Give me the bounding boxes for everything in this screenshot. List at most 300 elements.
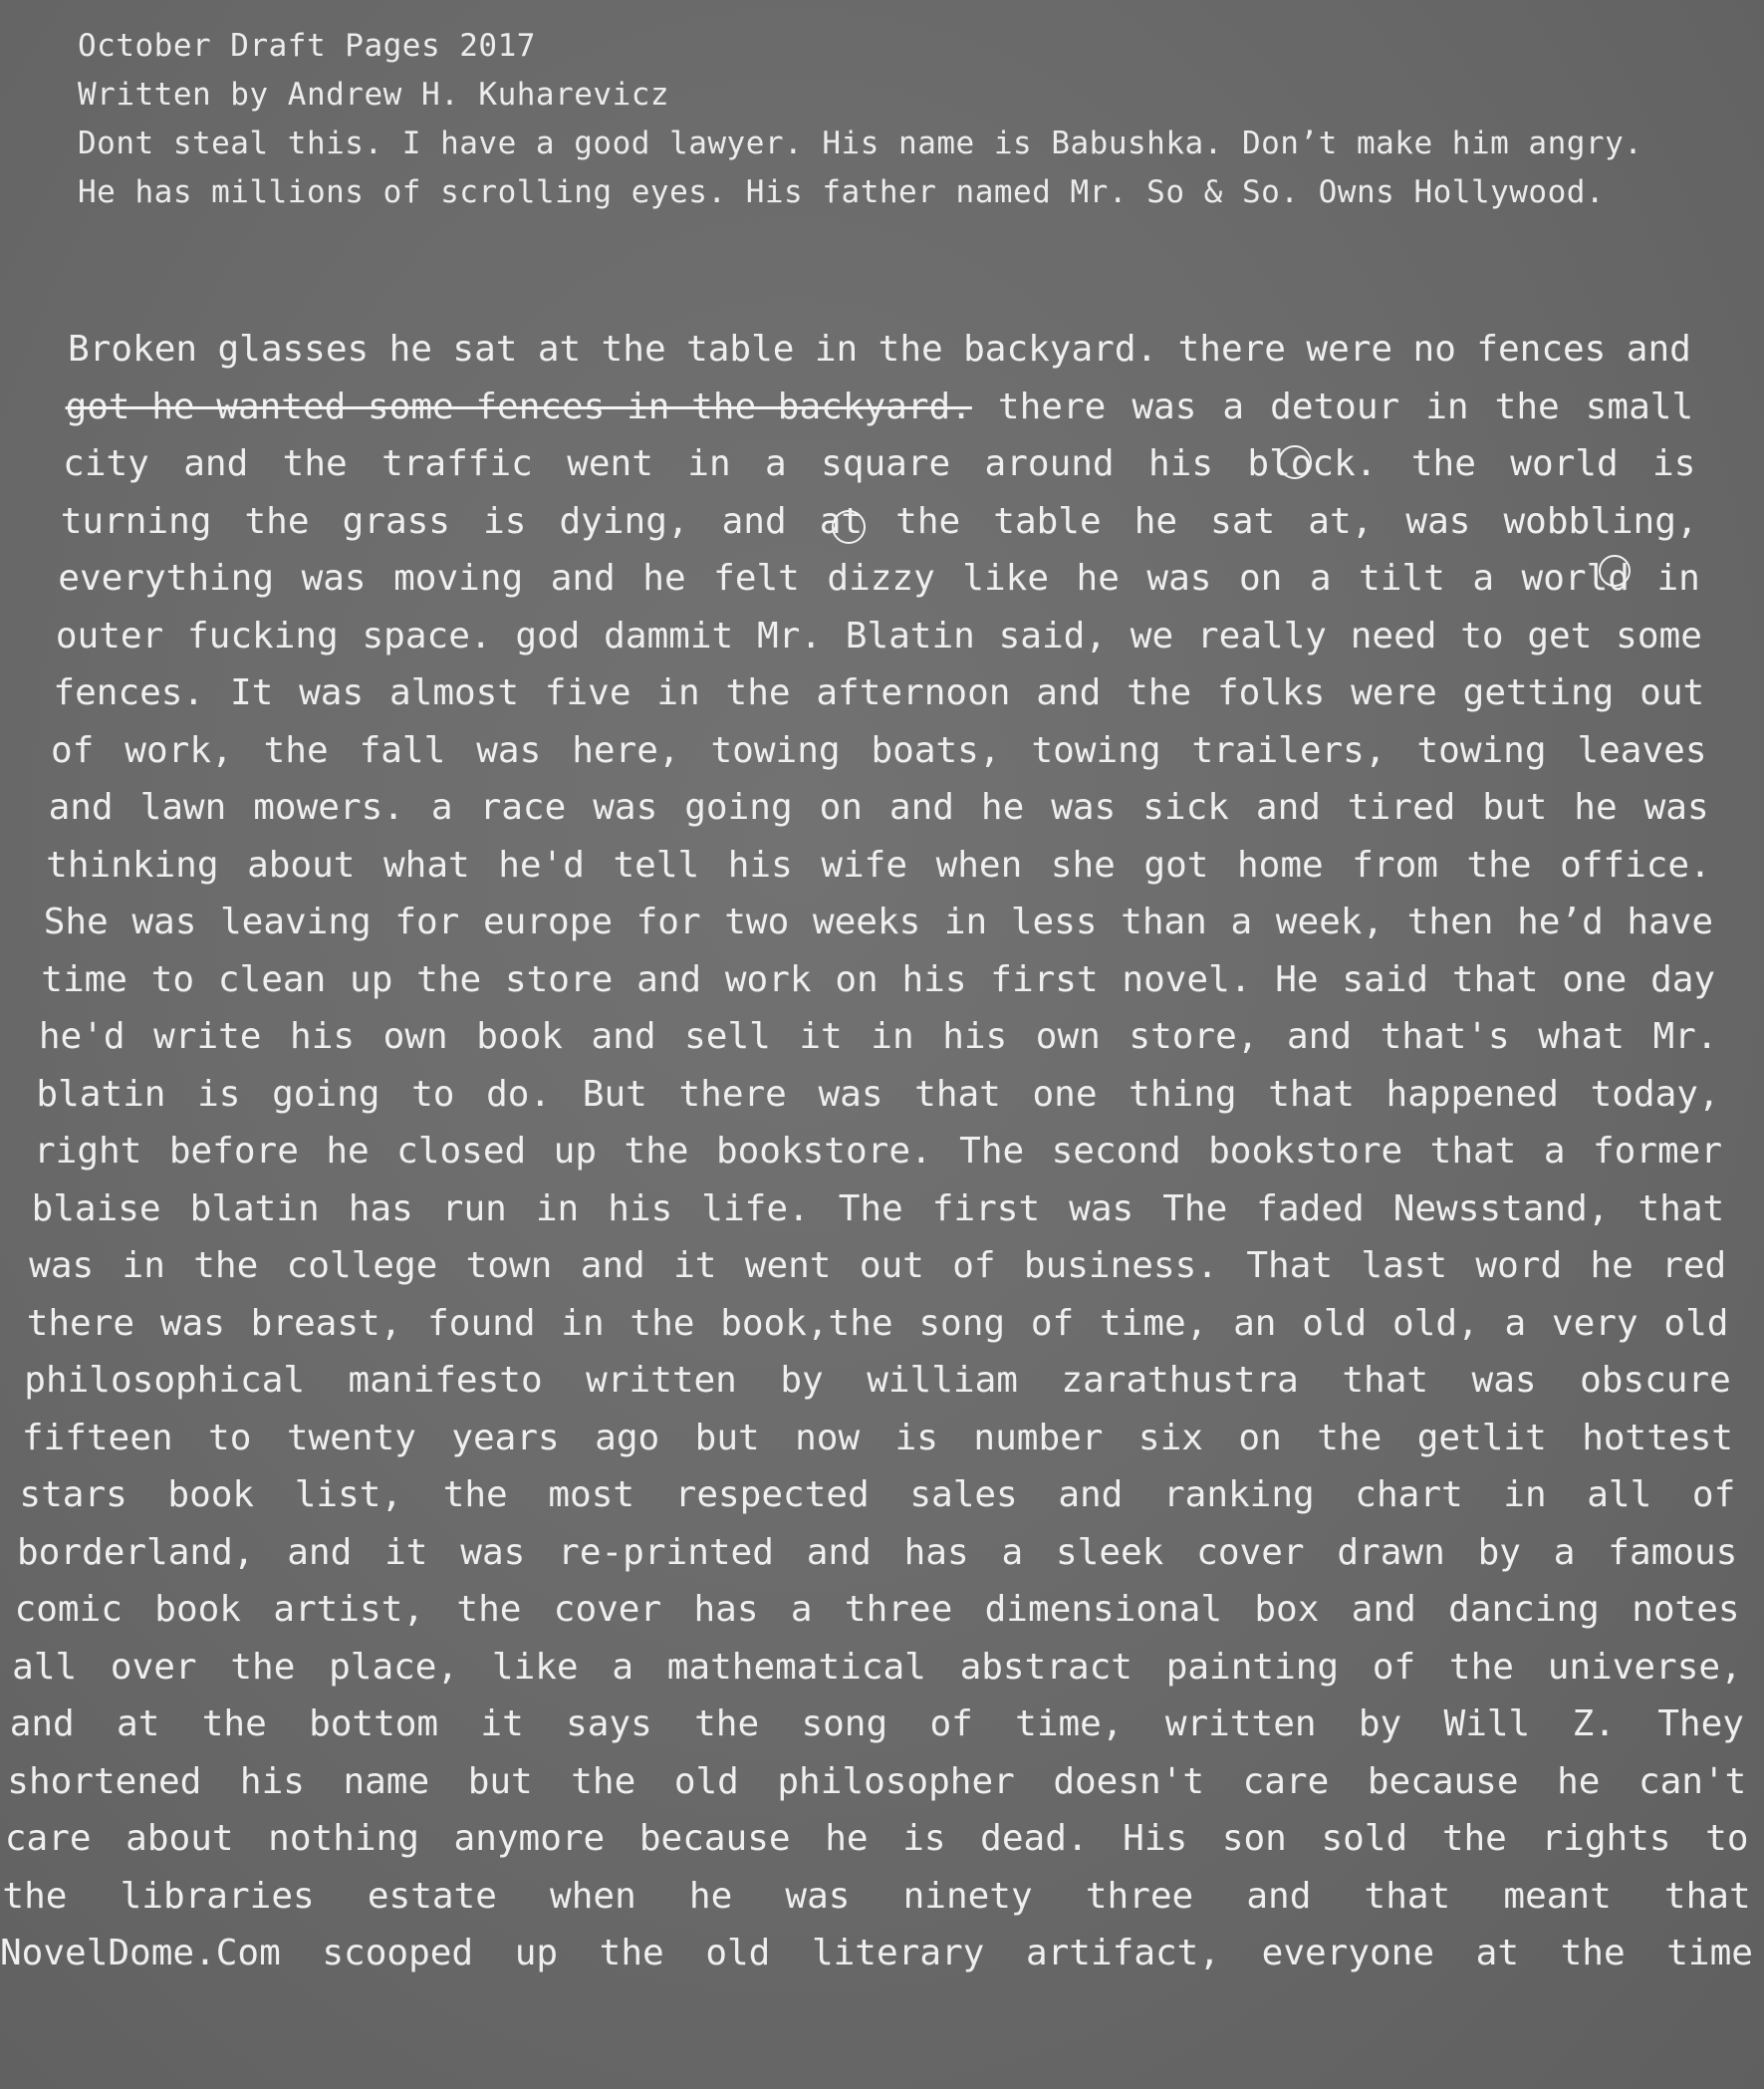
body-word: sell (684, 1016, 771, 1057)
body-word: Blatin (845, 615, 975, 656)
body-word: table (993, 500, 1102, 542)
body-word: Z. (1572, 1703, 1616, 1744)
body-word: that (1663, 1875, 1751, 1917)
body-word: the (282, 443, 348, 484)
body-word: the (244, 500, 310, 542)
body-word: former (1592, 1131, 1722, 1172)
body-word: turning (60, 500, 212, 542)
body-word: number (973, 1417, 1104, 1458)
body-line (53, 664, 1704, 722)
body-word: has (348, 1187, 413, 1229)
body-word: was (1405, 500, 1471, 542)
body-word: was (29, 1245, 95, 1286)
body-word: and (183, 443, 249, 484)
body-word: really (1196, 615, 1327, 656)
body-word: that (1451, 958, 1539, 1000)
body-word: all (1587, 1474, 1652, 1515)
body-word: was (593, 787, 658, 828)
body-word: the (263, 729, 329, 771)
body-word: the (630, 1302, 695, 1344)
body-word: in (656, 672, 700, 713)
body-line (17, 1524, 1738, 1582)
body-word: fences. (53, 672, 205, 713)
body-word: The (838, 1187, 903, 1229)
body-word: sat (452, 329, 518, 370)
body-word: he'd (498, 844, 585, 886)
body-word: at (537, 329, 582, 370)
body-word: is (894, 1417, 938, 1458)
body-word: scooped (322, 1933, 474, 1973)
body-line (0, 1925, 1753, 1982)
body-word: got (1143, 844, 1209, 886)
body-word: when (550, 1875, 636, 1917)
body-word: red (1661, 1245, 1727, 1286)
body-word: square (821, 443, 951, 484)
body-word: weeks (812, 902, 921, 942)
body-word: of (929, 1703, 973, 1744)
body-word: what (1538, 1016, 1625, 1057)
body-word: wobbling, (1503, 500, 1698, 542)
body-word: cover (553, 1589, 662, 1630)
body-word: bottom (309, 1703, 439, 1744)
body-word: by (780, 1360, 824, 1401)
body-word: today, (1590, 1073, 1720, 1115)
body-word: were (1351, 672, 1437, 713)
body-word: business. (1023, 1245, 1218, 1286)
body-word: she (1050, 844, 1116, 886)
body-word: estate (367, 1875, 497, 1917)
body-word: because (1367, 1760, 1519, 1802)
body-word: blaise (31, 1187, 161, 1229)
body-word: world (1510, 443, 1619, 484)
body-word: one (1562, 958, 1628, 1000)
body-word: that (1342, 1360, 1429, 1401)
body-word: going (272, 1073, 380, 1115)
body-word: notes (1632, 1589, 1740, 1630)
body-word: libraries (120, 1875, 315, 1917)
body-word: time, (1015, 1703, 1124, 1744)
body-word: Newsstand, (1392, 1187, 1610, 1229)
body-word: from (1352, 844, 1438, 886)
body-word: and (1351, 1589, 1416, 1630)
body-word: the (725, 672, 791, 713)
body-word: a (1543, 1131, 1566, 1172)
body-word: zarathustra (1061, 1360, 1299, 1401)
body-word: nothing (268, 1818, 419, 1859)
body-word: son (1221, 1818, 1287, 1859)
body-word: moving (393, 558, 524, 599)
body-word: outer (55, 615, 164, 656)
body-word: ninety (902, 1875, 1033, 1917)
body-word: in (871, 1016, 914, 1057)
body-word: They (1657, 1703, 1744, 1744)
body-word: it (480, 1703, 524, 1744)
body-word: because (638, 1818, 791, 1859)
body-word: college (286, 1245, 438, 1286)
body-word: stars (19, 1474, 127, 1515)
body-word: race (479, 787, 567, 828)
body-word: space. (362, 615, 492, 656)
body-word: song (918, 1302, 1006, 1344)
body-word: wife (821, 844, 908, 886)
body-word: second (1051, 1131, 1181, 1172)
body-word: the (571, 1760, 636, 1802)
body-line (24, 1352, 1731, 1410)
body-word: was (1643, 787, 1709, 828)
body-word: old (1302, 1302, 1368, 1344)
body-word: blatin (36, 1073, 166, 1115)
body-word: was (818, 1073, 883, 1115)
body-line (51, 722, 1707, 780)
body-word: Mr. (1652, 1016, 1718, 1057)
body-word: can't (1638, 1760, 1747, 1802)
body-word: and (1255, 787, 1321, 828)
body-word: closed (396, 1131, 527, 1172)
body-word: doesn't (1053, 1760, 1205, 1802)
body-word: there (997, 386, 1107, 427)
body-word: care (1242, 1760, 1330, 1802)
body-word: for (635, 902, 701, 942)
body-word: the (456, 1589, 522, 1630)
body-line (66, 379, 1694, 436)
body-word: very (1551, 1302, 1638, 1344)
body-word: like (491, 1646, 579, 1688)
body-word: the (601, 329, 666, 370)
body-word: his (901, 958, 967, 1000)
body-line (27, 1295, 1729, 1353)
body-word: and (806, 1531, 872, 1573)
body-word: felt (713, 558, 800, 599)
body-line (15, 1581, 1740, 1639)
body-word: store, (1129, 1016, 1259, 1057)
body-word: is (483, 500, 527, 542)
body-word: time (41, 958, 127, 1000)
body-word: time, (1099, 1302, 1208, 1344)
body-word: re-printed (558, 1531, 774, 1573)
body-word: is (197, 1073, 241, 1115)
body-word: own (382, 1016, 448, 1057)
body-line (34, 1123, 1722, 1180)
body-word: bookstore. (715, 1131, 932, 1172)
body-word: blatin (189, 1187, 320, 1229)
body-word: He (1275, 958, 1319, 1000)
body-word: book (154, 1589, 241, 1630)
body-word: of (1691, 1474, 1736, 1515)
body-word: five (544, 672, 631, 713)
body-word: fucking (187, 615, 339, 656)
body-word: novel. (1122, 958, 1252, 1000)
body-word: his (942, 1016, 1008, 1057)
body-word: life. (701, 1187, 810, 1229)
body-word: anymore (453, 1818, 606, 1859)
body-word: towing (1416, 729, 1547, 771)
body-word: here, (572, 729, 680, 771)
body-line (22, 1410, 1733, 1467)
body-line (41, 951, 1715, 1009)
body-word: in (814, 329, 859, 370)
body-word: dimensional (984, 1589, 1223, 1630)
body-word: leaving (219, 902, 372, 942)
body-word: about (126, 1818, 234, 1859)
body-word: first (990, 958, 1099, 1000)
body-word: god (515, 615, 581, 656)
body-word: old, (1392, 1302, 1479, 1344)
body-word: he (1076, 558, 1120, 599)
body-word: fall (359, 729, 446, 771)
body-word: was (785, 1875, 851, 1917)
body-word: That (1246, 1245, 1334, 1286)
body-word: was (301, 558, 367, 599)
body-word: fifteen (21, 1417, 173, 1458)
body-word: town (465, 1245, 553, 1286)
body-word: a (612, 1646, 634, 1688)
body-word: obscure (1580, 1360, 1731, 1401)
body-word: six (1137, 1417, 1203, 1458)
body-word: book,the (720, 1302, 893, 1344)
body-word: what (383, 844, 470, 886)
body-line (56, 608, 1702, 665)
body-word: in (943, 902, 988, 942)
body-word: Will (1443, 1703, 1531, 1744)
body-word: and (1287, 1016, 1353, 1057)
body-line (32, 1180, 1725, 1238)
body-line (46, 837, 1711, 895)
body-word: in (1503, 1474, 1547, 1515)
body-word: getting (1462, 672, 1615, 713)
body-word: all (12, 1646, 78, 1688)
body-word: famous (1608, 1531, 1738, 1573)
body-word: philosopher (777, 1760, 1015, 1802)
body-word: the (442, 1474, 508, 1515)
body-word: the (1410, 443, 1476, 484)
body-line (68, 321, 1691, 379)
body-word: in (1656, 558, 1700, 599)
body-word: afternoon (816, 672, 1011, 713)
body-word: the (624, 1131, 689, 1172)
body-word: the (1317, 1417, 1383, 1458)
body-word: of (952, 1245, 996, 1286)
body-word: found (427, 1302, 536, 1344)
body-word: a (1553, 1531, 1576, 1573)
body-word: the (1560, 1933, 1626, 1973)
body-word: and (48, 787, 114, 828)
body-word: he’d (1517, 902, 1604, 942)
body-word: last (1361, 1245, 1448, 1286)
body-word: twenty (286, 1417, 416, 1458)
body-word: store (504, 958, 614, 1000)
body-word: rights (1541, 1818, 1671, 1859)
body-word: book (167, 1474, 255, 1515)
body-word: about (247, 844, 356, 886)
body-word: and (591, 1016, 656, 1057)
body-word: the (1466, 844, 1532, 886)
body-word: went (744, 1245, 832, 1286)
body-word: home (1236, 844, 1324, 886)
body-word: of (51, 729, 95, 771)
body-word: thinking (46, 844, 219, 886)
body-word: that's (1380, 1016, 1510, 1057)
body-word: a (765, 443, 787, 484)
body-word: the (1494, 386, 1560, 427)
body-word: went (567, 443, 653, 484)
body-word: right (34, 1131, 142, 1172)
body-word: NovelDome.Com (0, 1933, 281, 1973)
body-word: sold (1321, 1818, 1408, 1859)
body-word: chart (1355, 1474, 1463, 1515)
body-word: that (1429, 1131, 1517, 1172)
body-word: get (1527, 615, 1593, 656)
body-line (36, 1066, 1719, 1124)
body-word: was (1146, 558, 1212, 599)
body-word: and (1626, 329, 1691, 370)
body-word: and (550, 558, 616, 599)
body-word: box (1254, 1589, 1320, 1630)
body-word: he (1590, 1245, 1634, 1286)
body-line (5, 1810, 1749, 1868)
body-line (44, 894, 1713, 951)
body-word: lawn (139, 787, 227, 828)
body-word: block. (1247, 443, 1378, 484)
body-line (29, 1237, 1726, 1295)
body-word: at (819, 500, 864, 542)
body-word: the (1127, 672, 1192, 713)
body-word: tell (613, 844, 700, 886)
body-word: around (984, 443, 1115, 484)
body-word: towing (1031, 729, 1161, 771)
body-word: grass (342, 500, 450, 542)
body-word: the (1441, 1818, 1507, 1859)
body-word: was (476, 729, 542, 771)
body-word: fences (1476, 329, 1607, 370)
body-word: for (394, 902, 460, 942)
body-word: everyone (1261, 1933, 1435, 1973)
body-word: written (586, 1360, 737, 1401)
body-word: It (229, 672, 274, 713)
body-word: clean (217, 958, 327, 1000)
body-word: was (1132, 386, 1197, 427)
body-word: we (1130, 615, 1174, 656)
body-word: sleek (1055, 1531, 1164, 1573)
body-word: two (724, 902, 790, 942)
body-word: old (673, 1760, 739, 1802)
header-note-1: Dont steal this. I have a good lawyer. His name is Babushka. Don’t make him angry. (78, 126, 1643, 161)
body-word: written (1164, 1703, 1317, 1744)
body-word: work, (125, 729, 233, 771)
body-word: was (460, 1531, 526, 1573)
body-word: and (580, 1245, 645, 1286)
body-word: everything (58, 558, 275, 599)
body-word: towing (710, 729, 841, 771)
header-note-2: He has millions of scrolling eyes. His father named Mr. So & So. Owns Hollywood. (78, 174, 1606, 210)
body-word: up (514, 1933, 559, 1973)
body-word: shortened (7, 1760, 202, 1802)
body-word: the (895, 500, 961, 542)
body-word: dead. (980, 1818, 1089, 1859)
body-line (58, 550, 1700, 608)
body-word: is (902, 1818, 946, 1859)
body-word: up (553, 1131, 597, 1172)
body-word: bookstore (1208, 1131, 1403, 1172)
body-word: traffic (381, 443, 533, 484)
body-word: manifesto (348, 1360, 543, 1401)
body-word: out (1639, 672, 1705, 713)
body-word: now (795, 1417, 861, 1458)
body-word: philosophical (24, 1360, 306, 1401)
header-author: Written by Andrew H. Kuharevicz (78, 77, 670, 113)
body-word: small (1585, 386, 1694, 427)
body-word: there (1177, 329, 1286, 370)
body-word: is (1652, 443, 1696, 484)
body-word: mathematical (666, 1646, 926, 1688)
body-word: at (117, 1703, 160, 1744)
body-word: there (26, 1302, 135, 1344)
body-line (7, 1753, 1746, 1811)
body-word: but (467, 1760, 533, 1802)
body-word: tired (1347, 787, 1456, 828)
body-word: first (931, 1187, 1041, 1229)
body-word: he (688, 1875, 733, 1917)
body-word: meant (1503, 1875, 1612, 1917)
body-word: than (1121, 902, 1207, 942)
body-word: sales (909, 1474, 1018, 1515)
body-word: to (1705, 1818, 1749, 1859)
body-word: that (1364, 1875, 1451, 1917)
body-word: three (1085, 1875, 1194, 1917)
body-word: at, (1308, 500, 1374, 542)
body-word: faded (1256, 1187, 1365, 1229)
body-word: that (914, 1073, 1001, 1115)
body-word: But (582, 1073, 647, 1115)
body-word: tilt (1359, 558, 1445, 599)
body-word: city (63, 443, 149, 484)
body-word: ago (595, 1417, 660, 1458)
body-word: a (430, 787, 453, 828)
body-word: by (1477, 1531, 1521, 1573)
body-word: he (388, 329, 432, 370)
body-word: write (153, 1016, 262, 1057)
body-word: literary (811, 1933, 985, 1973)
body-word: mowers. (253, 787, 404, 828)
body-line (2, 1868, 1750, 1926)
body-word: on (819, 787, 863, 828)
body-word: The (959, 1131, 1025, 1172)
body-word: thing (1129, 1073, 1237, 1115)
body-word: william (867, 1360, 1018, 1401)
body-word: out (859, 1245, 924, 1286)
body-word: but (694, 1417, 760, 1458)
body-word: day (1650, 958, 1716, 1000)
body-word: Mr. (756, 615, 822, 656)
body-word: then (1406, 902, 1494, 942)
body-word: in (687, 443, 731, 484)
body-word: the (1448, 1646, 1514, 1688)
body-line (12, 1639, 1742, 1697)
body-word: Broken (68, 329, 198, 370)
body-word: by (1358, 1703, 1402, 1744)
body-word: a (1472, 558, 1495, 599)
body-word: dying, (559, 500, 689, 542)
body-line (39, 1008, 1718, 1066)
typewritten-body (0, 321, 1764, 1982)
body-word: a (1309, 558, 1332, 599)
body-word: a (790, 1589, 813, 1630)
body-word: on (1238, 1417, 1282, 1458)
body-word: he'd (38, 1016, 126, 1057)
body-word: was (1051, 787, 1117, 828)
body-word: on (1238, 558, 1283, 599)
body-word: respected (674, 1474, 870, 1515)
body-word: that (1638, 1187, 1725, 1229)
